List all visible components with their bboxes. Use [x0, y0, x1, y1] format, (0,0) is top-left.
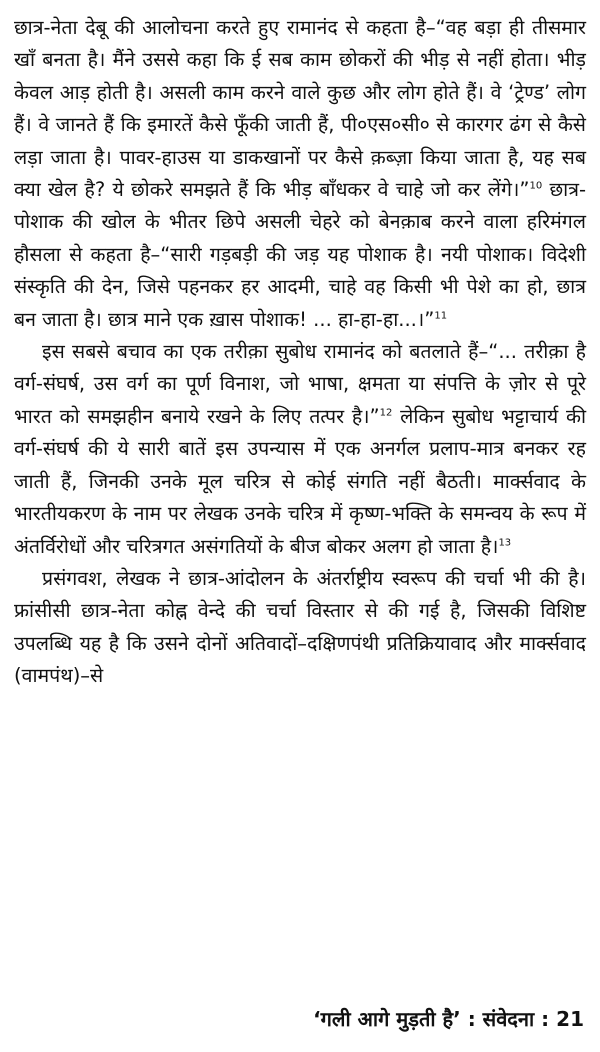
- footnote-marker: 12: [379, 407, 393, 419]
- footnote-marker: 11: [434, 310, 448, 322]
- paragraph-text: छात्र-नेता देबू की आलोचना करते हुए रामानंद से कहता है–“वह बड़ा ही तीसमार खाँ बनता है। मैंने उससे कहा कि ई सब काम छोकरों की भीड़ से नहीं होता। भीड़ केवल आड़ होती है। असली काम करने वाले कुछ और लोग होते हैं। वे ‘ट्रेण्ड’ लोग हैं। वे जानते हैं कि इमारतें कैसे फूँकी जाती हैं, पी०एस०सी० से कारगर ढंग से कैसे लड़ा जाता है। पावर-हाउस या डाकखानों पर कैसे क़ब्ज़ा किया जाता है, यह सब क्या खेल है? ये छोकरे समझते हैं कि भीड़ बाँधकर वे चाहे जो कर लेंगे।”: [14, 16, 586, 202]
- paragraph: [14, 563, 586, 693]
- footer-book-title: ‘गली आगे मुड़ती है’: [313, 1007, 461, 1031]
- paragraph-text: प्रसंगवश, लेखक ने छात्र-आंदोलन के अंतर्राष्ट्रीय स्वरूप की चर्चा भी की है। फ्रांसीसी छात्र-नेता कोह्न वेन्दे की चर्चा विस्तार से की गई है, जिसकी विशिष्ट उपलब्धि यह है कि उसने दोनों अतिवादों–दक्षिणपंथी प्रतिक्रियावाद और मार्क्सवाद (वामपंथ)–से: [14, 566, 586, 688]
- page-number: 21: [556, 1007, 584, 1031]
- paragraph-text: इस सबसे बचाव का एक तरीक़ा सुबोध रामानंद को बतलाते हैं–“... तरीक़ा है वर्ग-संघर्ष, उस वर्ग का पूर्ण विनाश, जो भाषा, क्षमता या संपत्ति के ज़ोर से पूरे भारत को समझहीन बनाये रखने के लिए तत्पर है।”: [14, 340, 586, 428]
- footer-section: संवेदना: [482, 1007, 535, 1031]
- paragraph: [14, 336, 586, 563]
- paragraph-text: लेकिन सुबोध भट्टाचार्य की वर्ग-संघर्ष की ये सारी बातें इस उपन्यास में एक अनर्गल प्रलाप-मात्र बनकर रह जाती हैं, जिनकी उनके मूल चरित्र से कोई संगति नहीं बैठती। मार्क्सवाद के भारतीयकरण के नाम पर लेखक उनके चरित्र में कृष्ण-भक्ति के समन्वय के रूप में अंतर्विरोधों और चरित्रगत असंगतियों के बीज बोकर अलग हो जाता है।: [14, 404, 586, 558]
- running-footer: [313, 1005, 584, 1032]
- footer-separator: :: [460, 1007, 483, 1031]
- body-text: [14, 12, 586, 693]
- paragraph-text: छात्र-पोशाक की खोल के भीतर छिपे असली चेहरे को बेनक़ाब करने वाला हरिमंगल हौसला से कहता है–“सारी गड़बड़ी की जड़ यह पोशाक है। नयी पोशाक। विदेशी संस्कृति की देन, जिसे पहनकर हर आदमी, चाहे वह किसी भी पेशे का हो, छात्र बन जाता है। छात्र माने एक ख़ास पोशाक! ... हा-हा-हा...।”: [14, 178, 586, 331]
- paragraph: [14, 12, 586, 336]
- footnote-marker: 13: [498, 537, 512, 548]
- footnote-marker: 10: [529, 180, 543, 192]
- footer-separator: :: [534, 1007, 557, 1031]
